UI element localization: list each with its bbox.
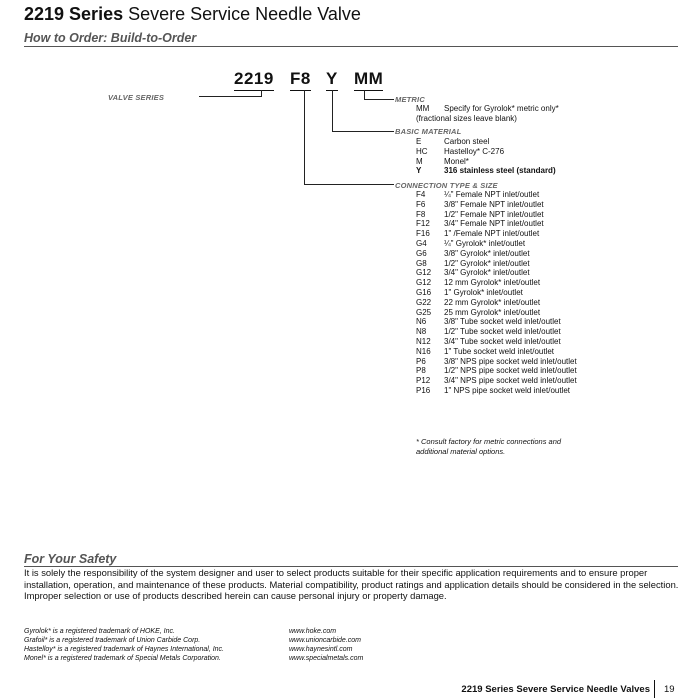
connection-option: [416, 229, 577, 239]
option-code: E: [416, 137, 422, 146]
option-desc: Specify for Gyrolok* metric only*: [444, 104, 559, 113]
option-code: G25: [416, 307, 432, 317]
option-code: MM: [416, 104, 430, 113]
option-code: G12: [416, 278, 432, 288]
option-desc: 12 mm Gyrolok* inlet/outlet: [444, 278, 541, 288]
option-desc: 3/8" Female NPT inlet/outlet: [444, 199, 544, 209]
trademark-links: [289, 627, 363, 663]
metric-option: [416, 104, 559, 114]
connection-option: [416, 366, 577, 376]
option-desc: 1" Tube socket weld inlet/outlet: [444, 346, 555, 356]
option-code: P16: [416, 385, 431, 395]
option-code: HC: [416, 146, 428, 156]
connection-option: [416, 219, 577, 229]
connection-option: [416, 239, 577, 249]
material-leader-v: [332, 90, 333, 132]
option-code: F16: [416, 229, 430, 239]
basic-material-label: BASIC MATERIAL: [395, 127, 462, 136]
option-desc: 1/2" NPS pipe socket weld inlet/outlet: [444, 366, 577, 376]
footer-title: 2219 Series Severe Service Needle Valves: [461, 684, 650, 695]
connection-option: [416, 190, 577, 200]
connection-label: CONNECTION TYPE & SIZE: [395, 181, 498, 190]
material-option: [416, 137, 556, 147]
connection-option: [416, 268, 577, 278]
connection-leader-h: [304, 184, 394, 185]
page-number: 19: [664, 684, 675, 695]
option-desc: 1" /Female NPT inlet/outlet: [444, 229, 540, 239]
connection-option: [416, 386, 577, 396]
option-code: F12: [416, 219, 430, 229]
code-connection: F8: [290, 69, 311, 91]
code-metric: MM: [354, 69, 383, 91]
connection-option: [416, 298, 577, 308]
option-code: P6: [416, 356, 426, 366]
connection-option: [416, 288, 577, 298]
option-code: P12: [416, 376, 431, 386]
material-options: [416, 137, 556, 176]
option-code: G12: [416, 268, 432, 278]
title-series: 2219 Series: [24, 4, 124, 24]
code-material: Y: [326, 69, 338, 91]
metric-label: METRIC: [395, 95, 425, 104]
section-heading: How to Order: Build-to-Order: [24, 31, 197, 45]
connection-option: [416, 259, 577, 269]
option-desc: 3/8" Tube socket weld inlet/outlet: [444, 317, 561, 327]
material-option: [416, 157, 556, 167]
footnote-line: * Consult factory for metric connections and: [416, 437, 562, 446]
valve-series-label: VALVE SERIES: [108, 93, 165, 102]
option-code: N12: [416, 336, 431, 346]
option-desc: 316 stainless steel (standard): [444, 166, 556, 176]
metric-options: [416, 104, 559, 114]
trademark-link[interactable]: www.specialmetals.com: [289, 655, 364, 662]
trademark-line: Grafoil* is a registered trademark of Union Carbide Corp.: [24, 637, 201, 644]
material-option-standard: [416, 166, 556, 176]
option-code: P8: [416, 366, 426, 376]
connection-option: [416, 337, 577, 347]
option-desc: 1" NPS pipe socket weld inlet/outlet: [444, 385, 571, 395]
option-desc: Hastelloy* C-276: [444, 146, 505, 156]
option-desc: ¼" Gyrolok* inlet/outlet: [444, 238, 526, 248]
metric-note: (fractional sizes leave blank): [416, 114, 517, 123]
material-leader-h: [332, 131, 394, 132]
option-code: F6: [416, 199, 426, 209]
option-desc: 1" Gyrolok* inlet/outlet: [444, 287, 523, 297]
option-desc: 1/2" Tube socket weld inlet/outlet: [444, 327, 561, 337]
safety-heading: For Your Safety: [24, 552, 117, 566]
connection-option: [416, 347, 577, 357]
trademark-line: Monel* is a registered trademark of Special Metals Corporation.: [24, 655, 221, 662]
option-desc: 3/8" NPS pipe socket weld inlet/outlet: [444, 356, 577, 366]
safety-text: It is solely the responsibility of the system designer and user to select products suitable for their specific application requirements and to ensure proper installation, operation, and maintenance of these products. Material compatibility, product ratings and application details should be considered in the selection. Improper selection or use of products described herein can cause personal injury or property damage.: [24, 567, 679, 601]
title-rest: Severe Service Needle Valve: [128, 4, 361, 24]
connection-option: [416, 278, 577, 288]
option-code: G6: [416, 248, 427, 258]
connection-option: [416, 308, 577, 318]
footer-divider: [654, 680, 655, 698]
option-desc: 3/4" NPS pipe socket weld inlet/outlet: [444, 376, 577, 386]
trademark-link[interactable]: www.unioncarbide.com: [289, 637, 361, 644]
option-code: G4: [416, 238, 427, 248]
option-desc: Monel*: [444, 156, 469, 166]
trademark-link[interactable]: www.hoke.com: [289, 628, 337, 635]
connection-option: [416, 249, 577, 259]
option-desc: 3/4" Female NPT inlet/outlet: [444, 219, 544, 229]
metric-footnote: [416, 437, 561, 456]
option-desc: 3/4" Tube socket weld inlet/outlet: [444, 336, 561, 346]
option-code: G16: [416, 287, 432, 297]
connection-option: [416, 317, 577, 327]
page-title: [24, 4, 361, 25]
option-desc: 3/8" Gyrolok* inlet/outlet: [444, 248, 530, 258]
option-code: N8: [416, 327, 427, 337]
metric-leader-h: [364, 99, 394, 100]
option-code: G22: [416, 297, 432, 307]
connection-option: [416, 357, 577, 367]
option-desc: 1/2" Female NPT inlet/outlet: [444, 209, 544, 219]
connection-option: [416, 210, 577, 220]
option-code: F8: [416, 209, 426, 219]
connection-leader-v: [304, 90, 305, 185]
section-rule: [24, 46, 678, 47]
option-desc: 25 mm Gyrolok* inlet/outlet: [444, 307, 541, 317]
series-tick: [261, 90, 262, 97]
footnote-line: additional material options.: [416, 446, 506, 456]
connection-option: [416, 200, 577, 210]
connection-options: [416, 190, 577, 396]
material-option: [416, 147, 556, 157]
trademark-link[interactable]: www.haynesintl.com: [289, 646, 353, 653]
option-code: G8: [416, 258, 427, 268]
option-desc: 3/4" Gyrolok* inlet/outlet: [444, 268, 530, 278]
code-series: 2219: [234, 69, 274, 91]
option-code: N16: [416, 346, 431, 356]
option-desc: Carbon steel: [444, 137, 490, 146]
option-desc: 1/2" Gyrolok* inlet/outlet: [444, 258, 530, 268]
connection-option: [416, 327, 577, 337]
connection-option: [416, 376, 577, 386]
trademark-line: Hastelloy* is a registered trademark of Haynes International, Inc.: [24, 646, 224, 653]
trademark-line: Gyrolok* is a registered trademark of HOKE, Inc.: [24, 628, 175, 635]
option-code: M: [416, 156, 423, 166]
option-code: Y: [416, 166, 422, 176]
option-code: N6: [416, 317, 427, 327]
option-desc: ¼" Female NPT inlet/outlet: [444, 190, 540, 199]
series-leader: [199, 96, 261, 97]
trademark-list: [24, 627, 224, 663]
option-desc: 22 mm Gyrolok* inlet/outlet: [444, 297, 541, 307]
option-code: F4: [416, 190, 426, 199]
